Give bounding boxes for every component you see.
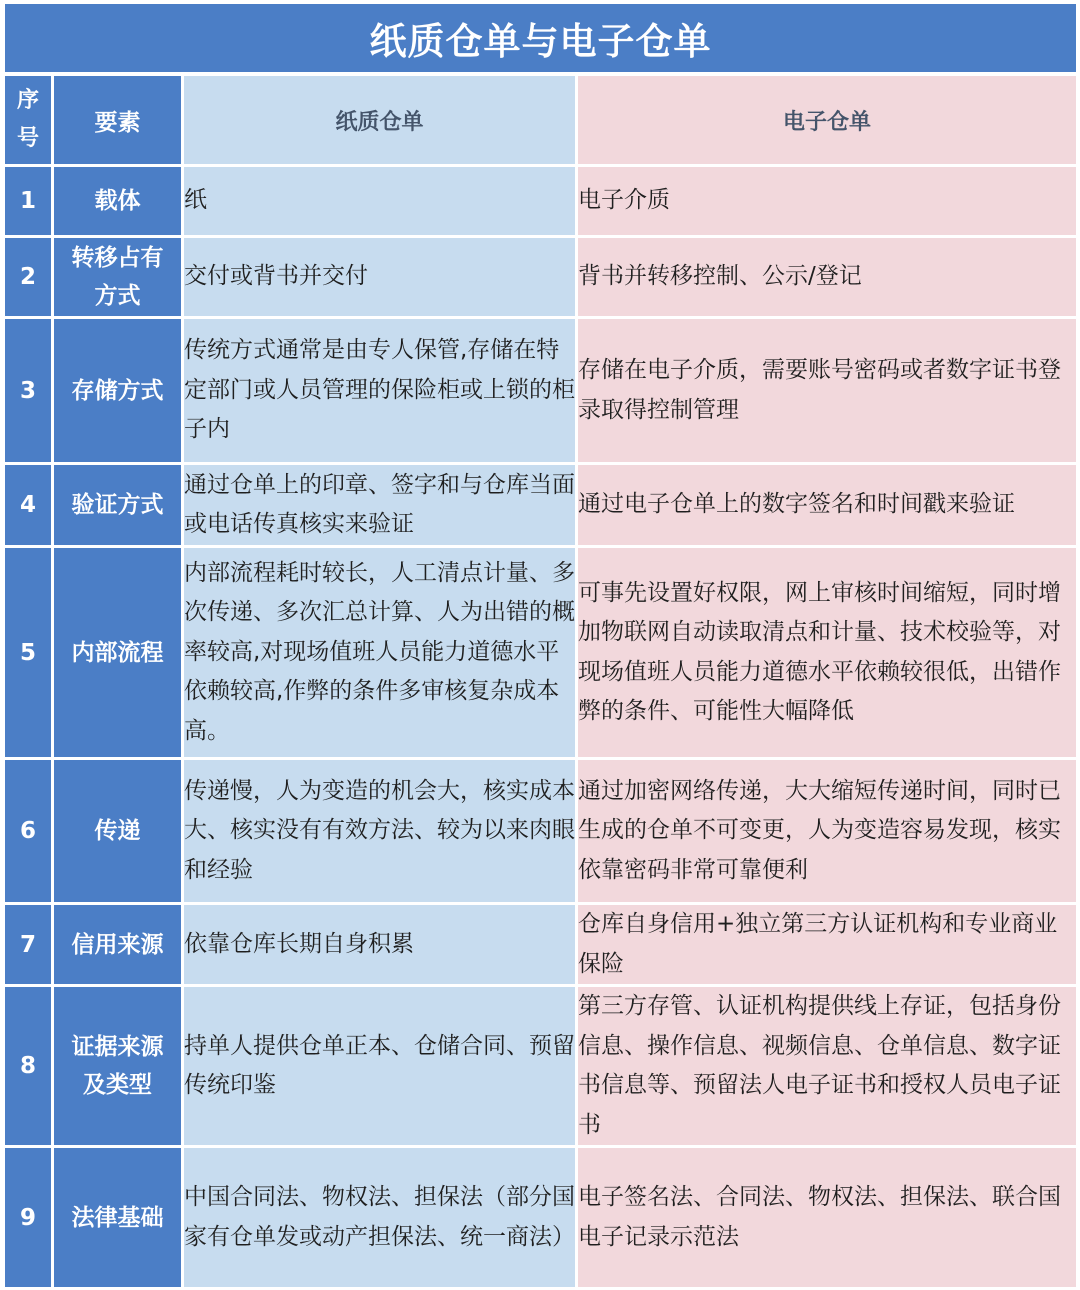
- electronic-cell: 通过电子仓单上的数字签名和时间戳来验证: [578, 465, 1076, 548]
- table-row: [5, 238, 1076, 319]
- electronic-cell: 第三方存管、认证机构提供线上存证，包括身份信息、操作信息、视频信息、仓单信息、数字证书信息等、预留法人电子证书和授权人员电子证书: [578, 987, 1076, 1148]
- row-element: 信用来源: [54, 905, 184, 987]
- row-number: 3: [5, 319, 54, 465]
- electronic-cell: 仓库自身信用+独立第三方认证机构和专业商业保险: [578, 905, 1076, 987]
- row-number: 9: [5, 1148, 54, 1290]
- page-title: 纸质仓单与电子仓单: [5, 4, 1076, 72]
- header-paper-receipt: 纸质仓单: [184, 76, 578, 167]
- header-electronic-receipt: 电子仓单: [578, 76, 1076, 167]
- electronic-cell: 背书并转移控制、公示/登记: [578, 238, 1076, 319]
- header-row: [5, 76, 1076, 167]
- table-row: [5, 319, 1076, 465]
- row-element: 传递: [54, 760, 184, 905]
- paper-cell: 中国合同法、物权法、担保法（部分国家有仓单发或动产担保法、统一商法）: [184, 1148, 578, 1290]
- comparison-table: [5, 76, 1076, 1290]
- row-number: 1: [5, 167, 54, 238]
- row-number: 7: [5, 905, 54, 987]
- row-number: 4: [5, 465, 54, 548]
- row-element: 验证方式: [54, 465, 184, 548]
- row-element: 转移占有方式: [54, 238, 184, 319]
- paper-cell: 传递慢，人为变造的机会大，核实成本大、核实没有有效方法、较为以来肉眼和经验: [184, 760, 578, 905]
- paper-cell: 内部流程耗时较长，人工清点计量、多次传递、多次汇总计算、人为出错的概率较高,对现场值班人员能力道德水平依赖较高,作弊的条件多审核复杂成本高。: [184, 548, 578, 760]
- table-row: [5, 465, 1076, 548]
- row-element: 载体: [54, 167, 184, 238]
- paper-cell: 持单人提供仓单正本、仓储合同、预留传统印鉴: [184, 987, 578, 1148]
- electronic-cell: 电子介质: [578, 167, 1076, 238]
- paper-cell: 依靠仓库长期自身积累: [184, 905, 578, 987]
- header-element: 要素: [54, 76, 184, 167]
- paper-cell: 交付或背书并交付: [184, 238, 578, 319]
- paper-cell: 通过仓单上的印章、签字和与仓库当面或电话传真核实来验证: [184, 465, 578, 548]
- row-number: 6: [5, 760, 54, 905]
- row-number: 2: [5, 238, 54, 319]
- electronic-cell: 存储在电子介质，需要账号密码或者数字证书登录取得控制管理: [578, 319, 1076, 465]
- table-body: [5, 167, 1076, 1290]
- paper-cell: 纸: [184, 167, 578, 238]
- row-element: 内部流程: [54, 548, 184, 760]
- table-row: [5, 987, 1076, 1148]
- table-row: [5, 167, 1076, 238]
- paper-cell: 传统方式通常是由专人保管,存储在特定部门或人员管理的保险柜或上锁的柜子内: [184, 319, 578, 465]
- row-element: 证据来源及类型: [54, 987, 184, 1148]
- electronic-cell: 电子签名法、合同法、物权法、担保法、联合国电子记录示范法: [578, 1148, 1076, 1290]
- table-row: [5, 548, 1076, 760]
- row-number: 5: [5, 548, 54, 760]
- electronic-cell: 通过加密网络传递，大大缩短传递时间，同时已生成的仓单不可变更，人为变造容易发现，核实依靠密码非常可靠便利: [578, 760, 1076, 905]
- header-number: 序号: [5, 76, 54, 167]
- row-element: 法律基础: [54, 1148, 184, 1290]
- table-row: [5, 905, 1076, 987]
- electronic-cell: 可事先设置好权限，网上审核时间缩短，同时增加物联网自动读取清点和计量、技术校验等，对现场值班人员能力道德水平依赖较很低，出错作弊的条件、可能性大幅降低: [578, 548, 1076, 760]
- row-element: 存储方式: [54, 319, 184, 465]
- row-number: 8: [5, 987, 54, 1148]
- table-row: [5, 1148, 1076, 1290]
- table-row: [5, 760, 1076, 905]
